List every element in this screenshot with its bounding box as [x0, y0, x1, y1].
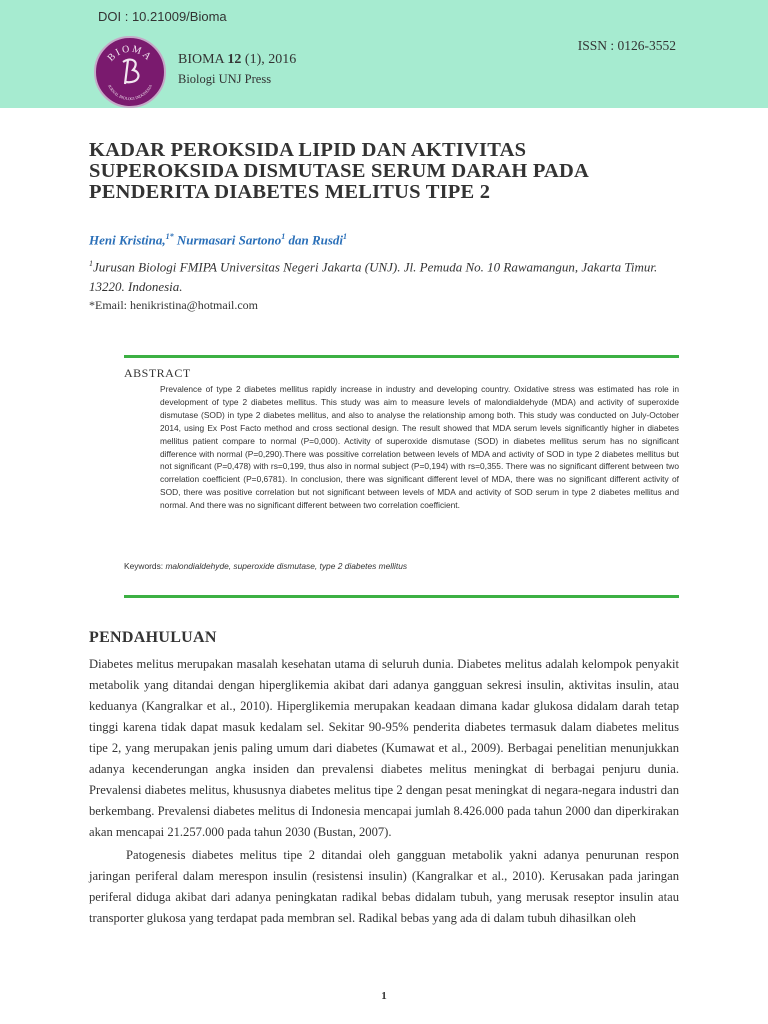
- keywords: [124, 561, 407, 571]
- issn: ISSN : 0126-3552: [577, 38, 676, 53]
- logo-subtext: JURNAL BIOLOGI INDONESIA: [107, 83, 153, 102]
- author-name: Heni Kristina,: [89, 232, 166, 248]
- affiliation-text: Jurusan Biologi FMIPA Universitas Negeri Jakarta (UNJ). Jl. Pemuda No. 10 Rawamangun, Jakarta Timur. 13220. Indonesia.: [89, 259, 658, 295]
- abstract-top-rule: [124, 355, 679, 358]
- svg-text:JURNAL BIOLOGI INDONESIA: [107, 84, 153, 101]
- affiliation-mark: 1: [89, 259, 93, 268]
- title-line: SUPEROKSIDA DISMUTASE SERUM DARAH PADA: [89, 160, 590, 182]
- abstract-body: Prevalence of type 2 diabetes mellitus rapidly increase in industry and developing country. Oxidative stress was estimated has role in development of type 2 diabetes mellitus. This study was aim to measure levels of malondialdehyde (MDA) and activity of superoxide dismutase (SOD) in type 2 diabetes mellitus, and also to analyse the relationship among both. This study was conducted on July-October 2014, using Ex Post Facto method and cross sectional design. The result showed that MDA serum levels significantly higher in diabetes mellitus patient compare to normal (P=0,000). Activity of superoxide dismutase (SOD) in diabetes mellitus serum has no significant difference with normal (P=0,290).There was possitive correlation between levels of MDA and activity of SOD in type 2 diabetes mellitus but not significant (P=0,478) with rs=0,199, thus also in normal subject (P=0,194) with rs=0,355. There was no significant different between two correlation coefficient (P=0,6781). In conclusion, there was significant different level of MDA, there was no significant different activity of SOD, there was positive correlation but not significant between levels of MDA and activity of SOD serum in type 2 diabetes mellitus and normal. And there was no significant different between two correlation coefficient.: [160, 384, 679, 511]
- keywords-label: Keywords:: [124, 561, 166, 571]
- author-name: Nurmasari Sartono: [173, 232, 282, 248]
- journal-volume: 12: [227, 52, 242, 67]
- journal-name: BIOMA: [178, 52, 224, 67]
- author-name: dan Rusdi: [285, 232, 344, 248]
- paper-title: [89, 140, 689, 203]
- abstract-heading: ABSTRACT: [124, 366, 191, 380]
- publisher: Biologi UNJ Press: [178, 72, 272, 86]
- affiliation: [89, 254, 689, 297]
- corresponding-email[interactable]: *Email: henikristina@hotmail.com: [89, 298, 259, 312]
- journal-citation: [178, 52, 296, 68]
- svg-text:BIOMA: [106, 44, 155, 64]
- author-affil-mark: 1: [281, 232, 286, 241]
- section-heading: PENDAHULUAN: [89, 629, 217, 646]
- author-affil-mark: 1: [343, 232, 348, 241]
- body-paragraph: Patogenesis diabetes melitus tipe 2 ditandai oleh gangguan metabolik yakni adanya penurunan respon jaringan periferal dalam merespon insulin (resistensi insulin) (Kangralkar et al., 2010). Kerusakan pada jaringan periferal diduga akibat dari adanya peningkatan radikal bebas didalam tubuh, yang merusak reseptor insulin atau transporter glukosa yang terdapat pada membran sel. Radikal bebas yang ada di dalam tubuh dihasilkan oleh: [89, 848, 679, 925]
- logo-emblem-icon: [96, 38, 164, 106]
- keywords-value: malondialdehyde, superoxide dismutase, type 2 diabetes mellitus: [165, 561, 408, 571]
- title-line: KADAR PEROKSIDA LIPID DAN AKTIVITAS: [89, 139, 527, 161]
- title-line: PENDERITA DIABETES MELITUS TIPE 2: [89, 181, 491, 203]
- page-number: 1: [381, 990, 387, 1002]
- author-list: [89, 232, 347, 248]
- journal-issue-year: (1), 2016: [241, 52, 297, 67]
- body-paragraph: Diabetes melitus merupakan masalah kesehatan utama di seluruh dunia. Diabetes melitus adalah kelompok penyakit metabolik yang ditandai dengan hiperglikemia akibat dari adanya gangguan sekresi insulin, aktivitas insulin, atau keduanya (Kangralkar et al., 2010). Hiperglikemia merupakan keadaan dimana kadar glukosa didalam darah tetap tinggi karena tidak dapat masuk kedalam sel. Sekitar 90-95% penderita diabetes termasuk dalam diabetes melitus tipe 2, yang merupakan jenis paling umum dari diabetes (Kumawat et al., 2009). Berbagai penelitian menunjukkan adanya kecenderungan angka insiden dan prevalensi diabetes melitus meningkat di berbagai penjuru dunia. Prevalensi diabetes melitus, khususnya diabetes melitus tipe 2 dengan pesat meningkat di negara-negara industri dan berkembang. Prevalensi diabetes melitus di Indonesia mencapai jumlah 8.426.000 pada tahun 2000 dan diperkirakan akan mencapai 21.257.000 pada tahun 2030 (Bustan, 2007).: [89, 657, 679, 839]
- author-affil-mark: 1*: [165, 232, 174, 241]
- doi-text[interactable]: DOI : 10.21009/Bioma: [98, 9, 227, 24]
- journal-logo: [94, 36, 166, 108]
- abstract-bottom-rule: [124, 595, 679, 598]
- logo-text: BIOMA: [105, 43, 155, 64]
